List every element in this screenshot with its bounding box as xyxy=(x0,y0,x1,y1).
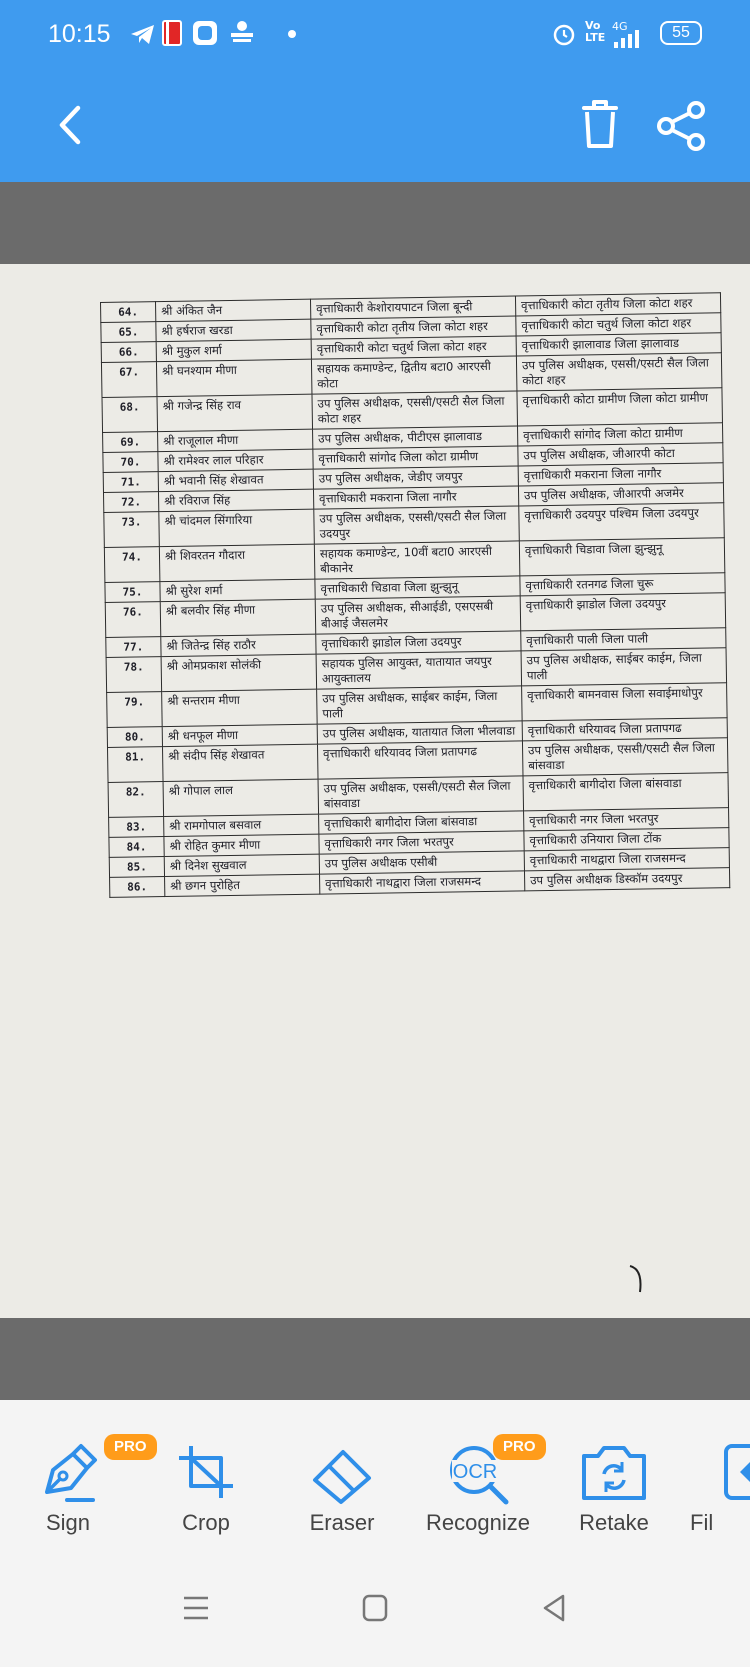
row-number: 85. xyxy=(109,857,164,878)
row-number: 66. xyxy=(101,342,156,363)
home-icon[interactable] xyxy=(355,1588,395,1628)
tool-filter-label: Fil xyxy=(690,1510,714,1535)
tool-recognize-label: Recognize xyxy=(426,1510,530,1535)
new-posting: वृत्ताधिकारी बागीदोरा जिला बांसवाडा xyxy=(523,773,729,811)
new-posting: वृत्ताधिकारी नगर जिला भरतपुर xyxy=(524,808,729,831)
row-number: 79. xyxy=(107,692,163,728)
status-time: 10:15 xyxy=(48,20,111,48)
current-posting: सहायक कमाण्डेन्ट, 10वीं बटा0 आरएसी बीकानेर xyxy=(314,541,520,579)
current-posting: उप पुलिस अधीक्षक, यातायात जिला भीलवाडा xyxy=(317,721,522,744)
row-number: 68. xyxy=(102,397,158,433)
new-posting: वृत्ताधिकारी कोटा ग्रामीण जिला कोटा ग्रामीण xyxy=(517,388,723,426)
officer-name: श्री धनफूल मीणा xyxy=(162,724,317,746)
row-number: 75. xyxy=(105,582,160,603)
new-posting: उप पुलिस अधीक्षक, एससी/एसटी सैल जिला बांसवाडा xyxy=(522,738,728,776)
row-number: 69. xyxy=(103,432,158,453)
row-number: 86. xyxy=(110,877,165,898)
new-posting: वृत्ताधिकारी कोटा चतुर्थ जिला कोटा शहर xyxy=(516,313,721,336)
crop-icon xyxy=(171,1440,241,1506)
row-number: 78. xyxy=(106,657,162,693)
current-posting: उप पुलिस अधीक्षक, साईबर काईम, जिला पाली xyxy=(317,686,523,724)
current-posting: उप पुलिस अधीक्षक, एससी/एसटी सैल जिला बांसवाडा xyxy=(318,776,524,814)
officer-name: श्री भवानी सिंह शेखावत xyxy=(158,469,313,491)
officer-name: श्री गजेन्द्र सिंह राव xyxy=(157,394,313,431)
officer-name: श्री जितेन्द्र सिंह राठौर xyxy=(161,634,316,656)
current-posting: उप पुलिस अधीक्षक एसीबी xyxy=(319,851,524,874)
tool-filter[interactable] xyxy=(680,1440,750,1550)
row-number: 80. xyxy=(107,727,162,748)
system-nav-bar xyxy=(0,1558,750,1667)
share-icon[interactable] xyxy=(656,100,708,152)
retake-camera-icon xyxy=(576,1440,652,1506)
officer-name: श्री राजूलाल मीणा xyxy=(158,429,313,451)
current-posting: वृत्ताधिकारी नाथद्वारा जिला राजसमन्द xyxy=(320,871,525,894)
officer-name: श्री संदीप सिंह शेखावत xyxy=(162,744,318,781)
sign-pro-badge: PRO xyxy=(104,1434,157,1460)
new-posting: वृत्ताधिकारी कोटा तृतीय जिला कोटा शहर xyxy=(515,293,720,316)
new-posting: उप पुलिस अधीक्षक, जीआरपी अजमेर xyxy=(518,483,723,506)
row-number: 67. xyxy=(101,362,157,398)
network-type: 4G xyxy=(612,20,628,33)
recognize-pro-badge: PRO xyxy=(493,1434,546,1460)
current-posting: वृत्ताधिकारी नगर जिला भरतपुर xyxy=(319,831,524,854)
new-posting: वृत्ताधिकारी उदयपुर पश्चिम जिला उदयपुर xyxy=(519,503,725,541)
row-number: 76. xyxy=(105,602,161,638)
sign-icon xyxy=(33,1440,103,1506)
telegram-icon xyxy=(130,24,156,46)
officer-name: श्री रामगोपाल बसवाल xyxy=(164,814,319,836)
tool-crop-label: Crop xyxy=(182,1510,230,1535)
new-posting: वृत्ताधिकारी मकराना जिला नागौर xyxy=(518,463,723,486)
new-posting: वृत्ताधिकारी बामनवास जिला सवाईमाधोपुर xyxy=(522,683,728,721)
volte-indicator: Vo LTE xyxy=(585,19,606,44)
officer-name: श्री रोहित कुमार मीणा xyxy=(164,834,319,856)
current-posting: वृत्ताधिकारी बागीदोरा जिला बांसवाडा xyxy=(319,811,524,834)
officer-name: श्री दिनेश सुखवाल xyxy=(164,854,319,876)
current-posting: उप पुलिस अधीक्षक, जेडीए जयपुर xyxy=(313,466,518,489)
new-posting: वृत्ताधिकारी नाथद्वारा जिला राजसमन्द xyxy=(524,848,729,871)
officer-name: श्री शिवरतन गौदारा xyxy=(159,544,315,581)
current-posting: उप पुलिस अधीक्षक, एससी/एसटी सैल जिला कोटा शहर xyxy=(312,391,518,429)
row-number: 84. xyxy=(109,837,164,858)
new-posting: उप पुलिस अधीक्षक, एससी/एसटी सैल जिला कोटा शहर xyxy=(516,353,722,391)
tool-retake[interactable] xyxy=(544,1440,684,1550)
current-posting: वृत्ताधिकारी चिडावा जिला झुन्झुनू xyxy=(315,576,520,599)
filter-icon xyxy=(724,1440,750,1506)
new-posting: उप पुलिस अधीक्षक, साईबर काईम, जिला पाली xyxy=(521,648,727,686)
trash-icon[interactable] xyxy=(578,98,622,150)
new-posting: वृत्ताधिकारी झाडोल जिला उदयपुर xyxy=(520,593,726,631)
officer-name: श्री छगन पुरोहित xyxy=(165,874,320,896)
current-posting: उप पुलिस अधीक्षक, एससी/एसटी सैल जिला उदयपुर xyxy=(314,506,520,544)
current-posting: वृत्ताधिकारी धरियावद जिला प्रतापगढ xyxy=(317,741,523,779)
officer-name: श्री बलवीर सिंह मीणा xyxy=(160,599,316,636)
current-posting: वृत्ताधिकारी मकराना जिला नागौर xyxy=(313,486,518,509)
new-posting: वृत्ताधिकारी चिडावा जिला झुन्झुनू xyxy=(519,538,725,576)
tool-crop[interactable] xyxy=(136,1440,276,1550)
officer-name: श्री अंकित जैन xyxy=(156,299,311,321)
row-number: 64. xyxy=(101,302,156,323)
handwritten-mark xyxy=(628,1264,648,1294)
row-number: 65. xyxy=(101,322,156,343)
current-posting: वृत्ताधिकारी कोटा तृतीय जिला कोटा शहर xyxy=(311,316,516,339)
row-number: 82. xyxy=(108,782,164,818)
row-number: 73. xyxy=(104,512,160,548)
tool-eraser-label: Eraser xyxy=(309,1510,375,1535)
new-posting: वृत्ताधिकारी रतनगढ जिला चुरू xyxy=(520,573,725,596)
officer-name: श्री मुकुल शर्मा xyxy=(156,339,311,361)
signal-icon xyxy=(612,30,648,48)
row-number: 70. xyxy=(103,452,158,473)
officer-name: श्री सन्तराम मीणा xyxy=(162,689,318,726)
back-nav-icon[interactable] xyxy=(535,1588,575,1628)
officer-name: श्री घनश्याम मीणा xyxy=(156,359,312,396)
tool-eraser[interactable] xyxy=(272,1440,412,1550)
alarm-icon xyxy=(552,22,576,46)
ocr-icon-text: OCR xyxy=(452,1461,498,1483)
row-number: 81. xyxy=(107,747,163,783)
battery-level: 55 xyxy=(672,24,690,41)
eraser-icon xyxy=(307,1440,377,1506)
edit-toolbar xyxy=(0,1400,750,1558)
current-posting: वृत्ताधिकारी कोटा चतुर्थ जिला कोटा शहर xyxy=(311,336,516,359)
new-posting: वृत्ताधिकारी सांगोद जिला कोटा ग्रामीण xyxy=(517,423,722,446)
more-notifications-dot-icon xyxy=(288,30,296,38)
app-header xyxy=(0,0,750,182)
back-icon[interactable] xyxy=(50,100,90,150)
current-posting: सहायक कमाण्डेन्ट, द्वितीय बटा0 आरएसी कोटा xyxy=(311,356,517,394)
new-posting: उप पुलिस अधीक्षक डिस्कॉम उदयपुर xyxy=(524,868,729,891)
scanned-document-photo[interactable] xyxy=(0,264,750,1318)
current-posting: वृत्ताधिकारी झाडोल जिला उदयपुर xyxy=(316,631,521,654)
tool-sign-label: Sign xyxy=(45,1510,91,1535)
status-bar xyxy=(0,0,750,70)
tool-retake-label: Retake xyxy=(579,1510,649,1535)
new-posting: उप पुलिस अधीक्षक, जीआरपी कोटा xyxy=(518,443,723,466)
news-app-icon xyxy=(228,18,256,46)
row-number: 77. xyxy=(106,637,161,658)
current-posting: सहायक पुलिस आयुक्त, यातायात जयपुर आयुक्तालय xyxy=(316,651,522,689)
new-posting: वृत्ताधिकारी धरियावद जिला प्रतापगढ xyxy=(522,718,727,741)
officer-name: श्री चांदमल सिंगारिया xyxy=(159,509,315,546)
new-posting: वृत्ताधिकारी पाली जिला पाली xyxy=(521,628,726,651)
row-number: 71. xyxy=(103,472,158,493)
officer-name: श्री हर्षराज खरडा xyxy=(156,319,311,341)
current-posting: उप पुलिस अधीक्षक, पीटीएस झालावाड xyxy=(313,426,518,449)
officer-name: श्री रामेश्वर लाल परिहार xyxy=(158,449,313,471)
image-viewer[interactable] xyxy=(0,182,750,1400)
current-posting: उप पुलिस अधीक्षक, सीआईडी, एसएसबी बीआई जैसलमेर xyxy=(315,596,521,634)
new-posting: वृत्ताधिकारी उनियारा जिला टोंक xyxy=(524,828,729,851)
red-book-app-icon xyxy=(162,20,182,46)
new-posting: वृत्ताधिकारी झालावाड जिला झालावाड xyxy=(516,333,721,356)
transfer-list-table xyxy=(100,292,729,898)
officer-name: श्री रविराज सिंह xyxy=(158,489,313,511)
app-notification-icon xyxy=(192,20,218,46)
current-posting: वृत्ताधिकारी सांगोद जिला कोटा ग्रामीण xyxy=(313,446,518,469)
officer-name: श्री सुरेश शर्मा xyxy=(160,579,315,601)
battery-indicator xyxy=(660,21,702,45)
recents-menu-icon[interactable] xyxy=(176,1588,216,1628)
row-number: 83. xyxy=(109,817,164,838)
officer-name: श्री गोपाल लाल xyxy=(163,779,319,816)
row-number: 74. xyxy=(104,547,160,583)
officer-name: श्री ओमप्रकाश सोलंकी xyxy=(161,654,317,691)
current-posting: वृत्ताधिकारी केशोरायपाटन जिला बून्दी xyxy=(310,296,515,319)
row-number: 72. xyxy=(103,492,158,513)
